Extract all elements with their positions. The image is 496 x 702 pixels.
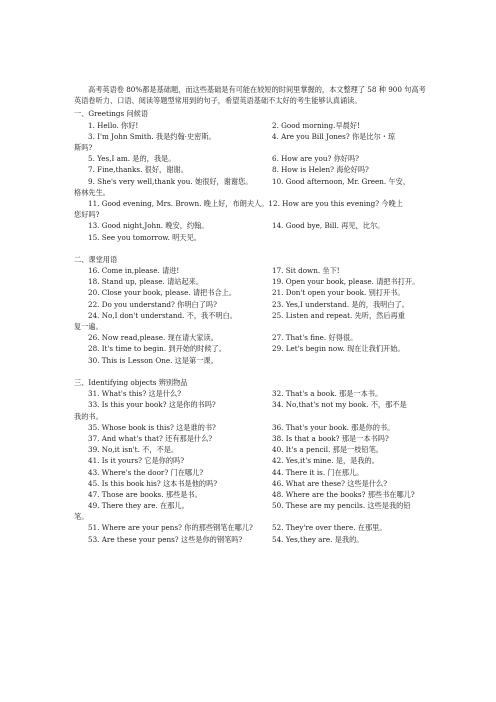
sentence-left: 22. Do you understand? 你明白了吗?: [88, 299, 217, 309]
sentence-left: 45. Is this book his? 这本书是他的吗?: [88, 478, 218, 488]
sentence-right: 14. Good bye, Bill. 再见，比尔。: [272, 221, 385, 231]
sentence-left: 24. No,I don't understand. 不，我不明白。: [88, 310, 237, 320]
sentence-right: 52. They're over there. 在那里。: [272, 523, 387, 533]
sentence-text: 11. Good evening, Mrs. Brown. 晚上好，布朗夫人。12. How are you this evening? 今晚上: [88, 198, 403, 208]
sentence-right: 6. How are you? 你好吗?: [272, 154, 360, 164]
section-heading: 二、课堂用语: [74, 254, 118, 264]
sentence-left: 39. No,it isn't. 不，不是。: [88, 445, 179, 455]
sentence-left: 7. Fine,thanks. 很好，谢谢。: [88, 165, 188, 175]
sentence-left: 49. There they are. 在那儿。: [88, 501, 189, 511]
sentence-continuation: 复一遍。: [74, 322, 103, 332]
sentence-row: [74, 299, 430, 310]
sentence-row: [74, 522, 430, 533]
sentence-row: [74, 120, 430, 131]
sentence-left: 51. Where are your pens? 你的那些钢笔在哪儿?: [88, 523, 253, 533]
sentence-left: 26. Now read,please. 现在请大家读。: [88, 333, 218, 343]
sentence-continuation: 您好吗?: [74, 210, 100, 220]
sentence-row: [74, 534, 430, 545]
sentence-row: [74, 287, 430, 298]
sentence-row: [74, 388, 430, 399]
sentence-left: 5. Yes,I am. 是的，我是。: [88, 154, 176, 164]
sentence-right: 2. Good morning.早晨好!: [272, 120, 360, 130]
sentence-right: 42. Yes,it's mine. 是，是我的。: [272, 456, 379, 466]
sentence-right: 25. Listen and repeat. 先听，然后再重: [272, 310, 405, 320]
sentence-left: 47. Those are books. 那些是书。: [88, 489, 202, 499]
sentence-row: [74, 500, 430, 522]
sentence-row: [74, 399, 430, 421]
sentence-row: [74, 131, 430, 153]
sentence-left: 35. Whose book is this? 这是谁的书?: [88, 422, 216, 432]
sentence-text: 15. See you tomorrow. 明天见。: [88, 232, 201, 242]
sentence-right: 10. Good afternoon, Mr. Green. 午安，: [272, 176, 411, 186]
sentence-right: 8. How is Helen? 海伦好吗?: [272, 165, 369, 175]
sentence-right: 19. Open your book, please. 请把书打开。: [272, 277, 420, 287]
sentence-continuation: 笔。: [74, 512, 89, 522]
sentence-right: 23. Yes,I understand. 是的，我明白了。: [272, 299, 409, 309]
sentence-right: 17. Sit down. 坐下!: [272, 266, 340, 276]
sentence-row: [74, 164, 430, 175]
sentence-row: [74, 355, 430, 366]
sentence-continuation: 斯吗?: [74, 142, 93, 152]
sentence-left: 31. What's this? 这是什么?: [88, 389, 182, 399]
sentence-left: 1. Hello. 你好!: [88, 120, 139, 130]
sentence-row: [74, 455, 430, 466]
sentence-row: [74, 467, 430, 478]
sentence-row: [74, 478, 430, 489]
sentence-text: 30. This is Lesson One. 这是第一课。: [88, 355, 218, 365]
sentence-left: 41. Is it yours? 它是你的吗?: [88, 456, 185, 466]
intro-paragraph: 高考英语卷 80%都是基础题，而这些基础是有可能在较短的时间里掌握的，本文整理了 58 种 900 句高考英语卷听力、口语、阅读等题型常用到的句子，希望英语基础不太好的考生能够认真诵读。: [74, 85, 426, 106]
sentence-right: 36. That's your book. 那是你的书。: [272, 422, 395, 432]
sentence-continuation: 我的书。: [74, 411, 103, 421]
sentence-right: 40. It's a pencil. 那是一枝铅笔。: [272, 445, 383, 455]
section-gap: [74, 243, 430, 254]
sentence-right: 34. No,that's not my book. 不，那不是: [272, 400, 407, 410]
sentence-left: 43. Where's the door? 门在哪儿?: [88, 467, 204, 477]
sentence-row: [74, 265, 430, 276]
sentence-row: [74, 332, 430, 343]
sentence-right: 54. Yes,they are. 是我的。: [272, 534, 364, 544]
sentence-left: 20. Close your book, please. 请把书合上。: [88, 288, 237, 298]
sentence-row: [74, 220, 430, 231]
sentence-right: 38. Is that a book? 那是一本书吗?: [272, 433, 389, 443]
sentence-right: 4. Are you Bill Jones? 你是比尔・琼: [272, 131, 396, 141]
sentence-right: 29. Let's begin now. 现在让我们开始。: [272, 344, 405, 354]
sentence-left: 28. It's time to begin. 到开始的时候了。: [88, 344, 226, 354]
sentence-row: [74, 276, 430, 287]
sentence-row: [74, 153, 430, 164]
document-page: [74, 84, 430, 545]
sentence-row: [74, 444, 430, 455]
sentence-row: [74, 433, 430, 444]
sentence-row: [74, 176, 430, 198]
sentence-row: [74, 310, 430, 332]
sentence-continuation: 格林先生。: [74, 187, 110, 197]
sentence-right: 48. Where are the books? 那些书在哪儿?: [272, 489, 415, 499]
sentence-row: [74, 422, 430, 433]
sentence-left: 37. And what's that? 还有那是什么?: [88, 433, 213, 443]
section-gap: [74, 366, 430, 377]
sentence-row: [74, 343, 430, 354]
sentence-left: 53. Are these your pens? 这些是你的钢笔吗?: [88, 534, 243, 544]
sentence-right: 21. Don't open your book. 别打开书。: [272, 288, 405, 298]
sentence-right: 50. These are my pencils. 这些是我的铅: [272, 501, 411, 511]
sentence-right: 32. That's a book. 那是一本书。: [272, 389, 383, 399]
sentence-right: 27. That's fine. 好得很。: [272, 333, 358, 343]
sentence-row: [74, 232, 430, 243]
sentence-right: 44. There it is. 门在那儿。: [272, 467, 364, 477]
sentence-row: [74, 198, 430, 220]
sentence-left: 33. Is this your book? 这是你的书吗?: [88, 400, 216, 410]
sentence-row: [74, 489, 430, 500]
sentence-left: 13. Good night,John. 晚安，约翰。: [88, 221, 209, 231]
section-heading: 一、Greetings 问候语: [74, 109, 149, 119]
section-heading: 三、Identifying objects 辨别物品: [74, 378, 188, 387]
sentence-left: 9. She's very well,thank you. 她很好，谢谢您。: [88, 176, 253, 186]
sentence-left: 16. Come in,please. 请进!: [88, 266, 180, 276]
sentence-left: 18. Stand up, please. 请站起来。: [88, 277, 204, 287]
sentence-left: 3. I'm John Smith. 我是约翰·史密斯。: [88, 131, 216, 141]
sentence-right: 46. What are these? 这些是什么?: [272, 478, 388, 488]
